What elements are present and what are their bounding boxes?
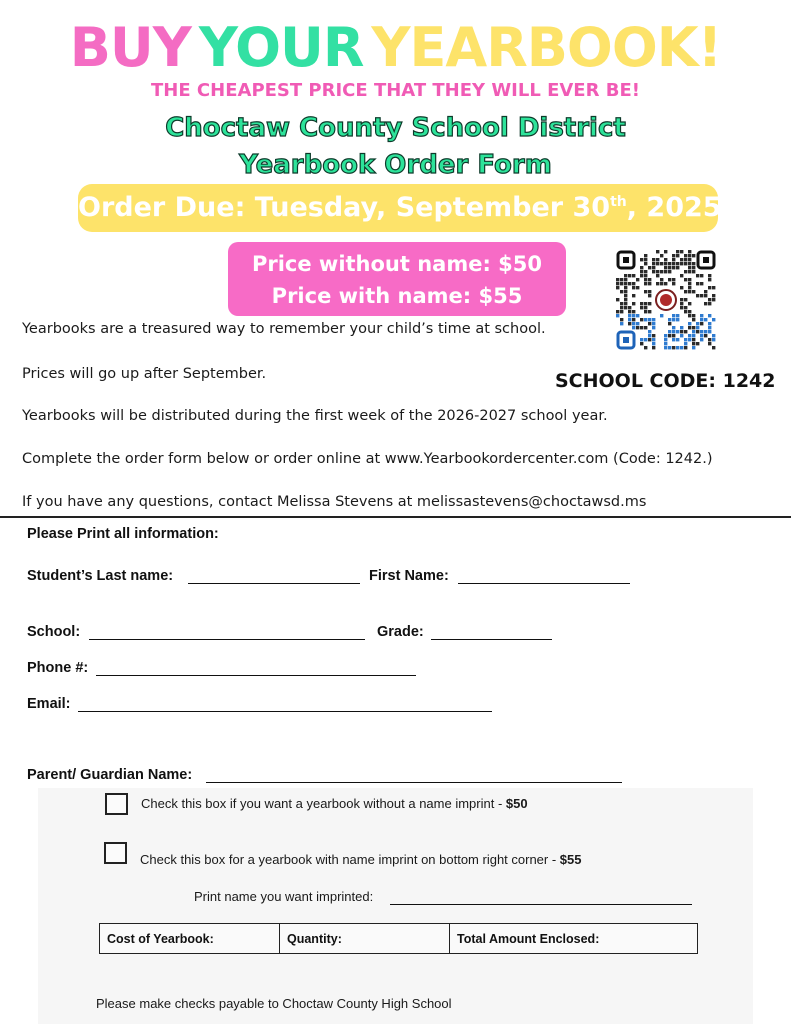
info-line-contact: If you have any questions, contact Melissa Stevens at melissastevens@choctawsd.ms [22,494,647,510]
grade-label: Grade: [377,624,424,640]
first-name-field[interactable] [458,583,630,584]
phone-label: Phone #: [27,660,89,676]
email-field[interactable] [78,711,492,712]
due-date-prefix: Order Due: Tuesday, September 30 [78,192,611,223]
headline-word-your: YOUR [198,16,364,79]
scanned-order-options [38,788,753,1024]
school-code: SCHOOL CODE: 1242 [555,370,776,392]
info-line-distribution: Yearbooks will be distributed during the first week of the 2026-2027 school year. [22,408,608,424]
email-label: Email: [27,696,71,712]
form-instruction: Please Print all information: [27,526,219,542]
grade-field[interactable] [431,639,552,640]
total-amount-cell[interactable]: Total Amount Enclosed: [457,932,600,946]
district-name: Choctaw County School District [165,113,626,143]
info-line-treasured: Yearbooks are a treasured way to remember your child’s time at school. [22,321,546,337]
no-name-option-text [141,796,528,811]
quantity-cell[interactable]: Quantity: [280,924,450,953]
first-name-label: First Name: [369,568,449,584]
subtitle: THE CHEAPEST PRICE THAT THEY WILL EVER BE! [151,80,640,101]
qr-code-icon[interactable] [616,250,716,350]
name-imprint-option-label: Check this box for a yearbook with name imprint on bottom right corner - [140,852,560,867]
no-name-option-price: $50 [505,796,528,811]
name-imprint-checkbox[interactable] [104,842,127,864]
phone-field[interactable] [96,675,416,676]
info-line-order-online: Complete the order form below or order online at www.Yearbookordercenter.com (Code: 1242.) [22,451,713,467]
cost-of-yearbook-cell[interactable]: Cost of Yearbook: [100,924,280,953]
headline-word-buy: BUY [69,16,191,79]
price-without-name: Price without name: $50 [251,252,543,276]
price-with-name: Price with name: $55 [271,284,523,308]
headline [0,18,791,78]
form-title: Yearbook Order Form [239,150,552,180]
school-field[interactable] [89,639,365,640]
order-due-banner [78,184,722,232]
section-divider [0,516,791,518]
guardian-field[interactable] [206,782,622,783]
due-date-ordinal: th [610,194,627,210]
name-imprint-option-text [140,852,582,867]
checks-payable-note: Please make checks payable to Choctaw County High School [96,996,452,1011]
due-date-suffix: , 2025 [626,192,722,223]
last-name-label: Student’s Last name: [27,568,174,584]
headline-word-yearbook: YEARBOOK! [371,16,722,79]
last-name-field[interactable] [188,583,360,584]
no-name-checkbox[interactable] [105,793,128,815]
info-line-prices: Prices will go up after September. [22,366,267,382]
imprint-label: Print name you want imprinted: [194,889,374,904]
price-box [228,242,566,316]
cost-table [99,923,698,954]
imprint-name-field[interactable] [390,904,692,905]
school-label: School: [27,624,81,640]
no-name-option-label: Check this box if you want a yearbook without a name imprint - [141,796,506,811]
guardian-label: Parent/ Guardian Name: [27,767,193,783]
name-imprint-option-price: $55 [559,852,582,867]
